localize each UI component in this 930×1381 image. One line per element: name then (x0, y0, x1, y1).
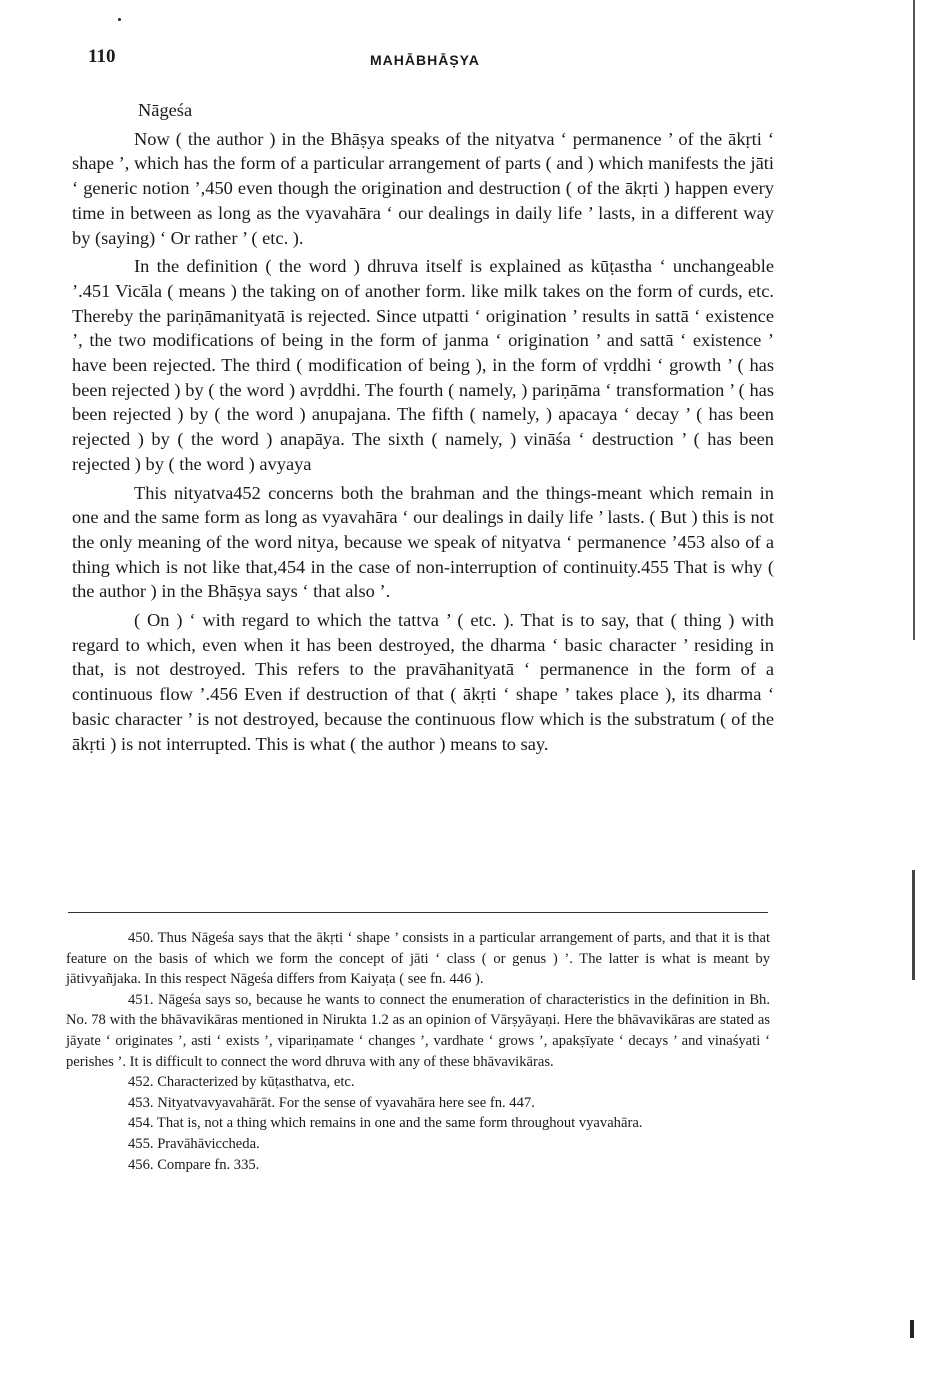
margin-dot (118, 18, 121, 21)
footnote: 451. Nāgeśa says so, because he wants to connect the enumeration of characteristics in the definition in Bh. No. 78 with the bhāvavikāras mentioned in Nirukta 1.2 as an opinion of Vārṣyāyaṇi. Here the bhāvavikāras are stated as jāyate ‘ originates ’, asti ‘ exists ’, vipariṇamate ‘ changes ’, vardhate ‘ grows ’, apakṣīyate ‘ decays ’ and vinaśyati ‘ perishes ’. It is difficult to connect the word dhruva with any of these bhāvavikāras. (66, 991, 770, 1070)
footnote-divider (68, 912, 768, 913)
paragraph: This nityatva452 concerns both the brahman and the things-meant which remain in one and the same form as long as vyavahāra ‘ our dealings in daily life ’ lasts. ( But ) this is not the only meaning of the word nitya, because we speak of nityatva ‘ permanence ’453 also of a thing which is not like that,454 in the case of non-interruption of continuity.455 That is why ( the author ) in the Bhāṣya says ‘ that also ’. (72, 482, 774, 602)
footnote: 454. That is, not a thing which remains in one and the same form throughout vyavahāra. (128, 1115, 643, 1132)
section-label: Nāgeśa (138, 100, 193, 120)
page-number: 110 (88, 46, 116, 67)
scan-edge-line (913, 0, 915, 640)
paragraph: In the definition ( the word ) dhruva itself is explained as kūṭastha ‘ unchangeable ’.451 Vicāla ( means ) the taking on of another form. like milk takes on the form of curds, etc. Thereby the pariṇāmanityatā is rejected. Since utpatti ‘ origination ’ results in sattā ‘ existence ’, the two modifications of being in the form of janma ‘ origination ’ and sattā ‘ existence ’ have been rejected. The third ( modification of being ), in the form of vṛddhi ‘ growth ’ ( has been rejected ) by ( the word ) avṛddhi. The fourth ( namely, ) pariṇāma ‘ transformation ’ ( has been rejected ) by ( the word ) anupajana. The fifth ( namely, ) apacaya ‘ decay ’ ( has been rejected ) by ( the word ) anapāya. The sixth ( namely, ) vināśa ‘ destruction ’ ( has been rejected ) by ( the word ) avyaya (72, 256, 774, 474)
scan-edge-line (910, 1320, 914, 1338)
footnote: 455. Pravāhāviccheda. (128, 1135, 260, 1152)
paragraph: ( On ) ‘ with regard to which the tattva ’ ( etc. ). That is to say, that ( thing ) with regard to which, even when it has been destroyed, the dharma ‘ basic character ’ residing in that, is not destroyed. This refers to the pravāhanityatā ‘ permanence in the form of a continuous flow ’.456 Even if destruction of that ( ākṛti ‘ shape ’ takes place ), its dharma ‘ basic character ’ is not destroyed, because the continuous flow which is the substratum ( of the ākṛti ) is not interrupted. This is what ( the author ) means to say. (72, 610, 774, 754)
footnote: 453. Nityatvavyavahārāt. For the sense of vyavahāra here see fn. 447. (128, 1094, 535, 1111)
footnote: 450. Thus Nāgeśa says that the ākṛti ‘ shape ’ consists in a particular arrangement of parts, and that it is that feature on the basis of which we form the concept of jāti ‘ class ( or genus ) ’. The latter is what is meant by jātivyañjaka. In this respect Nāgeśa differs from Kaiyaṭa ( see fn. 446 ). (66, 930, 770, 988)
main-text (72, 98, 774, 756)
footnote: 456. Compare fn. 335. (128, 1156, 260, 1173)
running-title: MAHĀBHĀṢYA (370, 52, 480, 68)
footnotes (66, 928, 770, 1175)
scan-edge-line (912, 870, 915, 980)
paragraph: Now ( the author ) in the Bhāṣya speaks of the nityatva ‘ permanence ’ of the ākṛti ‘ shape ’, which has the form of a particular arrangement of parts ( and ) which manifests the jāti ‘ generic notion ’,450 even though the origination and destruction ( of the ākṛti ) happen every time in between as long as the vyavahāra ‘ our dealings in daily life ’ lasts, in a different way by (saying) ‘ Or rather ’ ( etc. ). (72, 128, 774, 248)
footnote: 452. Characterized by kūṭasthatva, etc. (128, 1074, 355, 1091)
